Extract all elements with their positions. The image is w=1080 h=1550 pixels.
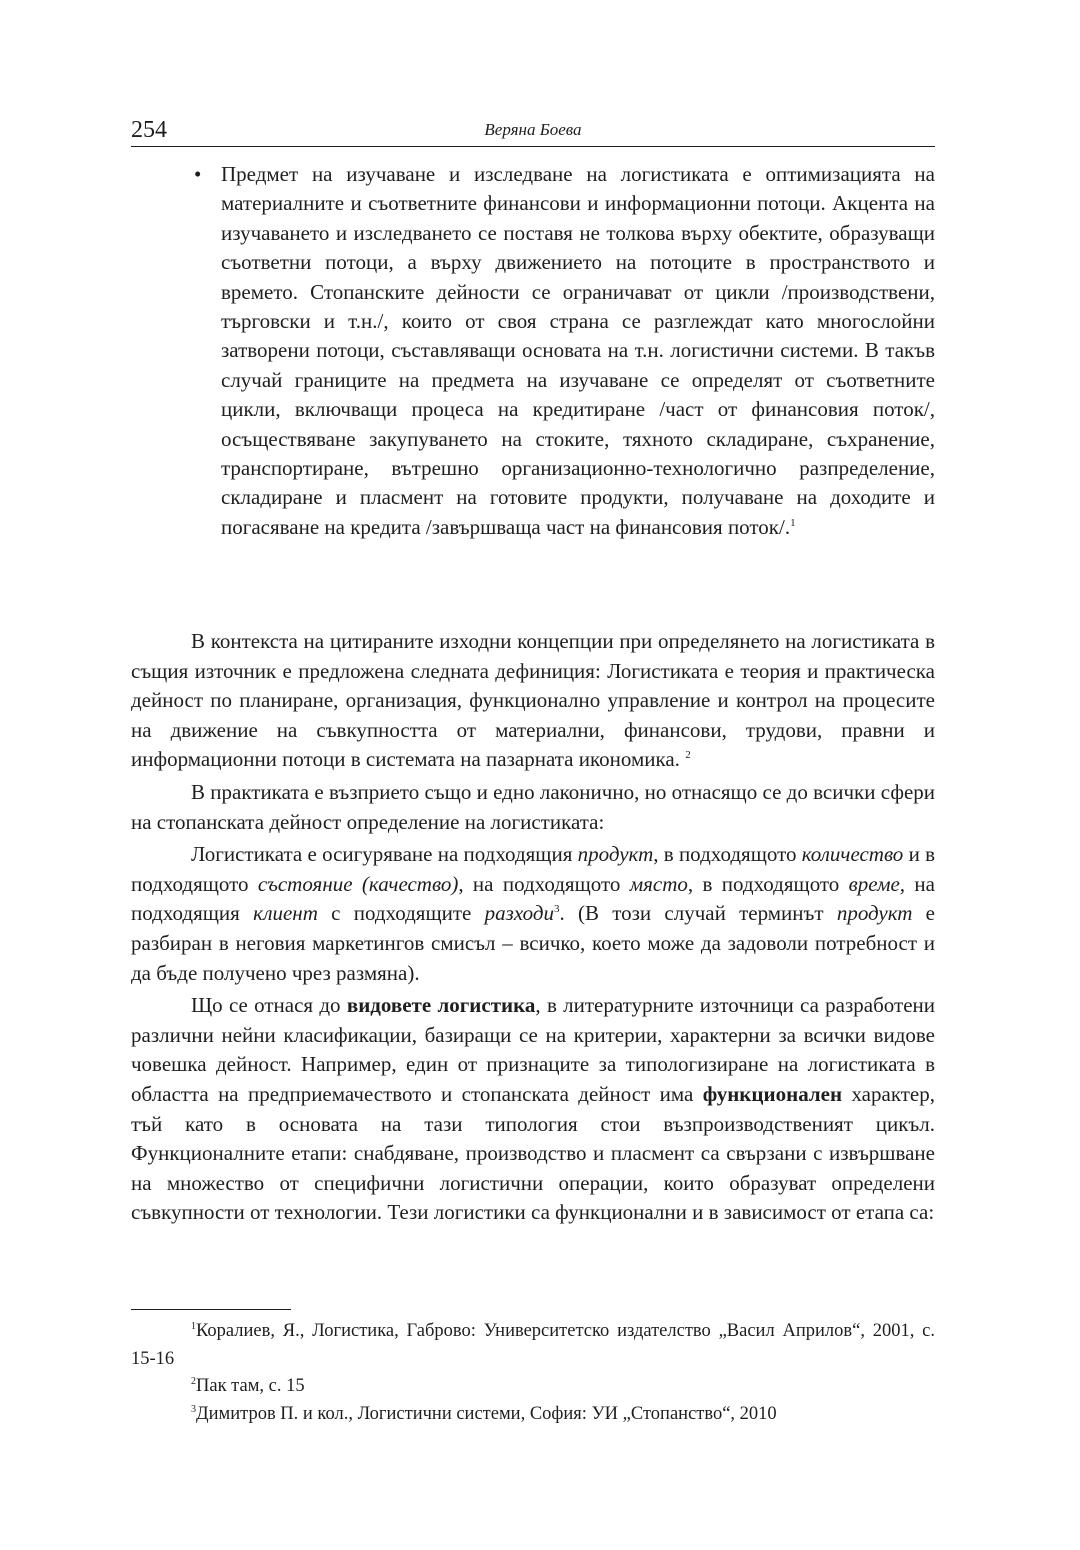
footnote-item: $^2$Пак там, с. 15 xyxy=(191,1376,305,1396)
paragraph-definition: В контекста на цитираните изходни концепции при определянето на логистиката в същия източник е предложена следната дефиниция: Логистиката е теория и практическа дейност по планиране, организация, функционално управление и контрол на процесите на движение на съвкупността от материални, финансови, трудови, правни и информационни потоци в системата на пазарната икономика. $^2$ xyxy=(131,629,935,772)
running-title: Веряна Боева xyxy=(484,120,582,139)
paragraph-logistics-rights: Логистиката е осигуряване на подходящия продукт, в подходящото количество и в подходящото състояние (качество), на подходящото място, в подходящото време, на подходящия клиент с подходящите разходи$^3$. (В този случай терминът продукт е разбиран в неговия маркетингов смисъл – всичко, което може да задоволи потребност и да бъде получено чрез размяна). xyxy=(131,842,935,985)
paragraph-practice: В практиката е възприето също и едно лаконично, но отнасящо се до всички сфери на стопанската дейност определение на логистиката: xyxy=(131,779,935,834)
bullet-icon: • xyxy=(194,162,202,186)
bullet-text: Предмет на изучаване и изследване на логистиката е оптимизацията на материалните и съответните финансови и информационни потоци. Акцента на изучаването и изследването се поставя не толкова върху обектите, образуващи съответни потоци, а върху движението на потоците в пространството и времето. Стопанските дейности се ограничават от цикли /производствени, търговски и т.н./, които от своя страна се разглеждат като многослойни затворени потоци, съставляващи основата на т.н. логистични системи. В такъв случай границите на предмета на изучаване се определят от съответните цикли, включващи процеса на кредитиране /част от финансовия поток/, осъществяване закупуването на стоките, тяхното складиране, съхранение, транспортиране, вътрешно организационно-технологично разпределение, складиране и пласмент на готовите продукти, получаване на доходите и погасяване на кредита /завършваща част на финансовия поток/. xyxy=(221,162,935,539)
footnote-ref[interactable]: 2 xyxy=(685,749,691,762)
bullet-paragraph xyxy=(194,160,935,542)
body-text xyxy=(131,627,935,1228)
footnote-item: $^1$Коралиев, Я., Логистика, Габрово: Университетско издателство „Васил Априлов“, 2001, с. 15-16 xyxy=(131,1321,935,1369)
page-header xyxy=(131,114,935,147)
footnote-ref[interactable]: 1 xyxy=(790,516,796,529)
footnote-item: $^3$Димитров П. и кол., Логистични системи, София: УИ „Стопанство“, 2010 xyxy=(191,1403,777,1424)
footnote-divider xyxy=(131,1309,291,1310)
paragraph-logistics-types: Що се отнася до видовете логистика, в литературните източници са разработени различни нейни класификации, базиращи се на критерии, характерни за всички видове човешка дейност. Например, един от признаците за типологизиране на логистиката в областта на предприемачеството и стопанската дейност има функционален характер, тъй като в основата на тази типология стои възпроизводственият цикъл. Функционалните етапи: снабдяване, производство и пласмент са свързани с извършване на множество от специфични логистични операции, които образуват определени съвкупности от технологии. Тези логистики са функционални и в зависимост от етапа са: xyxy=(131,993,936,1225)
footnotes xyxy=(131,1318,935,1428)
footnote-ref[interactable]: 3 xyxy=(553,903,560,916)
page-number: 254 xyxy=(131,117,167,143)
